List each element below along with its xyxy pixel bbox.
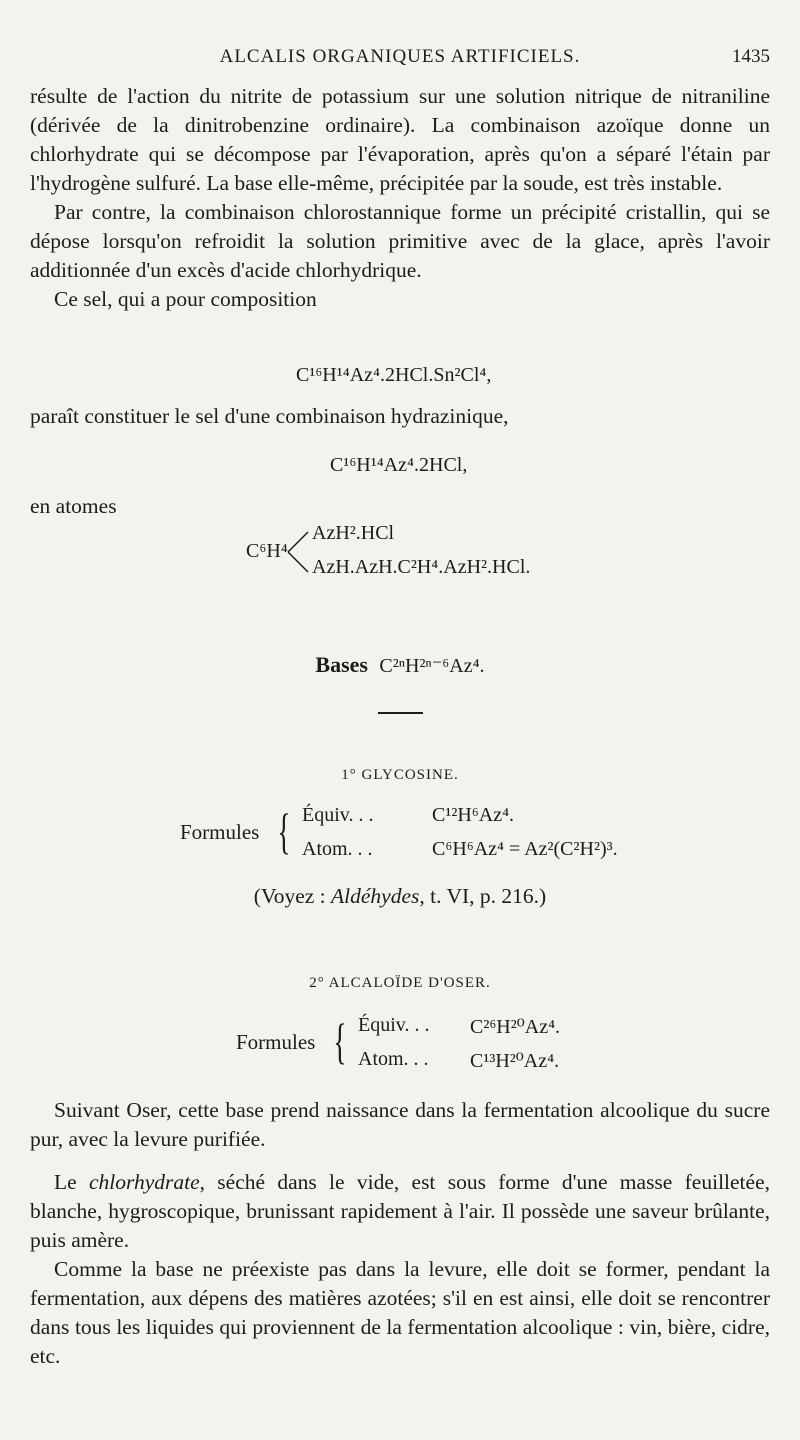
atomic-root: C⁶H⁴ — [246, 540, 288, 562]
glycosine-title: 1° GLYCOSINE. — [341, 767, 459, 783]
paragraph-4: paraît constituer le sel d'une combinaison hydrazinique, — [30, 404, 509, 428]
oser-brace: { — [333, 1013, 347, 1069]
formula-tin-salt: C¹⁶H¹⁴Az⁴.2HCl.Sn²Cl⁴, — [296, 364, 492, 386]
section-heading-bold: Bases — [315, 652, 368, 677]
branch-lines — [286, 524, 312, 580]
oser-equiv-value: C²⁶H²⁰Az⁴. — [470, 1016, 561, 1038]
oser-atom-value: C¹³H²⁰Az⁴. — [470, 1050, 560, 1072]
glycosine-atom-label: Atom. . . — [302, 838, 373, 860]
body-atoms — [30, 492, 770, 521]
oser-atom-label: Atom. . . — [358, 1048, 429, 1070]
oser-formulas-label: Formules — [236, 1030, 316, 1054]
glycosine-reference — [0, 884, 800, 909]
section-rule — [378, 712, 423, 714]
paragraph-7-prefix: Le — [54, 1170, 89, 1194]
paragraph-6: Suivant Oser, cette base prend naissance dans la fermentation alcoolique du sucre pur, avec la levure purifiée. — [30, 1098, 770, 1151]
section-heading — [0, 652, 800, 678]
atomic-branch-bottom: AzH.AzH.C²H⁴.AzH².HCl. — [312, 556, 531, 578]
oser-title: 2° ALCALOÏDE D'OSER. — [309, 975, 491, 991]
reference-italic: Aldéhydes — [331, 884, 420, 908]
paragraph-2: Par contre, la combinaison chlorostannique forme un précipité cristallin, qui se dépose lorsqu'on refroidit la solution primitive avec de la glace, après l'avoir additionnée d'un excès d'acide chlorhydrique. — [30, 200, 770, 282]
page-number: 1435 — [732, 46, 770, 67]
paragraph-7 — [30, 1168, 770, 1255]
body-hydrazine — [30, 402, 770, 431]
reference-suffix: , t. VI, p. 216.) — [419, 884, 547, 908]
body-top — [30, 82, 770, 314]
running-head — [0, 44, 800, 74]
glycosine-equiv-value: C¹²H⁶Az⁴. — [432, 804, 515, 826]
atomic-branch-top: AzH².HCl — [312, 522, 395, 544]
formula-hydrazine: C¹⁶H¹⁴Az⁴.2HCl, — [330, 454, 468, 476]
glycosine-formulas-label: Formules — [180, 820, 260, 844]
oser-heading — [0, 968, 800, 993]
section-heading-formula: C²ⁿH²ⁿ⁻⁶Az⁴. — [379, 655, 485, 677]
paragraph-3: Ce sel, qui a pour composition — [54, 287, 317, 311]
paragraph-5: en atomes — [30, 494, 117, 518]
paragraph-1: résulte de l'action du nitrite de potassium sur une solution nitrique de nitraniline (dérivée de la dinitrobenzine ordinaire). La combinaison azoïque donne un chlorhydrate qui se décompose par l'évaporation, après qu'on a séparé l'étain par l'hydrogène sulfuré. La base elle-même, précipitée par la soude, est très instable. — [30, 84, 770, 195]
glycosine-heading — [0, 760, 800, 785]
glycosine-brace: { — [277, 803, 291, 859]
paragraph-7-italic: chlorhydrate — [88, 1170, 200, 1194]
body-bottom — [30, 1096, 770, 1371]
running-title: ALCALIS ORGANIQUES ARTIFICIELS. — [219, 46, 581, 67]
reference-prefix: (Voyez : — [253, 884, 326, 908]
paragraph-7-rest: , séché dans le vide, est sous forme d'une masse feuilletée, blanche, hygroscopique, brunissant rapidement à l'air. Il possède une saveur brûlante, puis amère. — [30, 1170, 770, 1252]
paragraph-8: Comme la base ne préexiste pas dans la levure, elle doit se former, pendant la fermentation, aux dépens des matières azotées; s'il en est ainsi, elle doit se rencontrer dans tous les liquides qui proviennent de la fermentation alcoolique : vin, bière, cidre, etc. — [30, 1257, 770, 1368]
glycosine-equiv-label: Équiv. . . — [302, 804, 374, 826]
oser-equiv-label: Équiv. . . — [358, 1014, 430, 1036]
glycosine-atom-value: C⁶H⁶Az⁴ = Az²(C²H²)³. — [432, 838, 618, 860]
